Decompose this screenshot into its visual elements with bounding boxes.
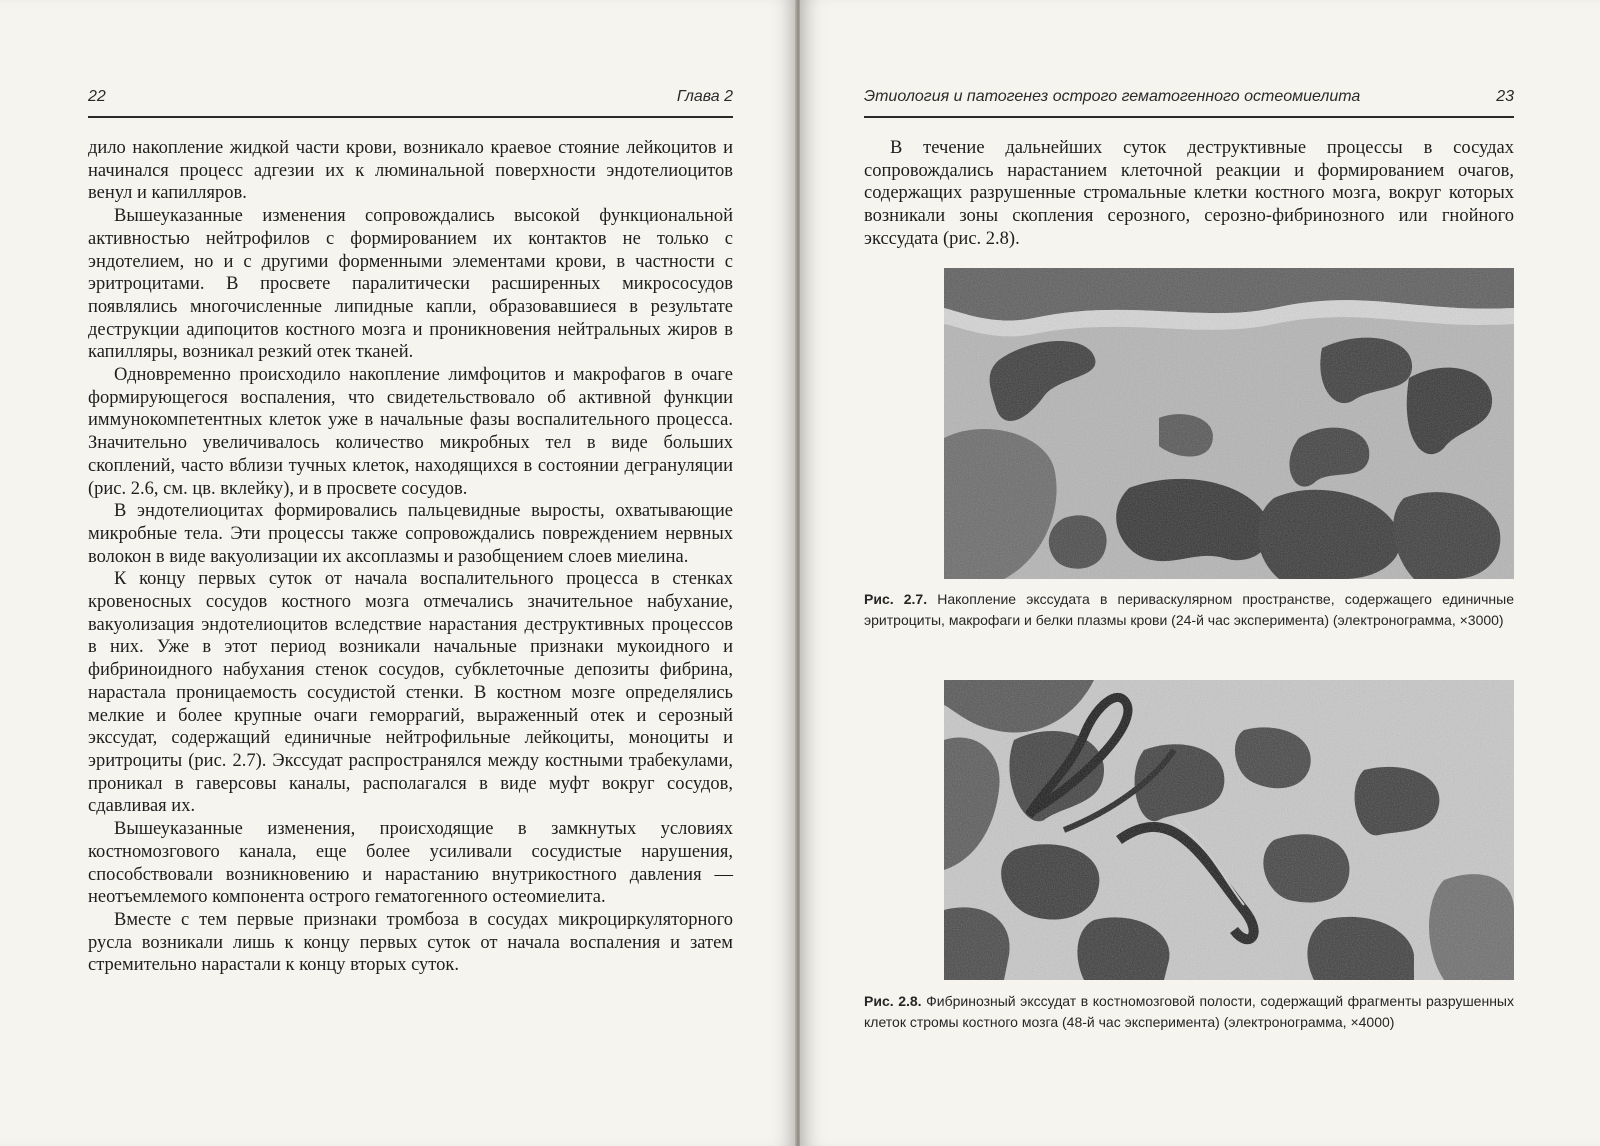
figure-label: Рис. 2.8. [864, 993, 922, 1009]
figure-caption-text: Фибринозный экссудат в костномозговой полости, содержащий фрагменты разрушенных клеток стромы костного мозга (48-й час эксперимента) (электронограмма, ×4000) [864, 993, 1514, 1030]
page-number-left: 22 [88, 88, 106, 105]
page-number-right: 23 [1496, 88, 1514, 105]
paragraph: Вышеуказанные изменения, происходящие в замкнутых условиях костномозгового канала, еще более усиливали сосудистые нарушения, способствовали возникновению и нарастанию внутрикостного давления — неотъемлемого компонента острого гематогенного остеомиелита. [88, 819, 733, 908]
figure-2-8-caption [864, 991, 1514, 1032]
right-header-rule [864, 116, 1514, 118]
left-page-header [88, 88, 733, 110]
paragraph: К концу первых суток от начала воспалительного процесса в стенках кровеносных сосудов костного мозга отмечались значительное набухание, вакуолизация эндотелиоцитов вследствие нарастания деструктивных процессов в них. Уже в этот период возникали начальные признаки мукоидного и фибриноидного набухания стенок сосудов, субклеточные депозиты фибрина, нарастала проницаемость сосудистой стенки. В костном мозге определялись мелкие и более крупные очаги геморрагий, выраженный отек и серозный экссудат, содержащий единичные нейтрофильные лейкоциты, моноциты и эритроциты (рис. 2.7). Экссудат распространялся между костными трабекулами, проникал в гаверсовы каналы, располагался в виде муфт вокруг сосудов, сдавливая их. [88, 569, 733, 817]
figure-2-7-micrograph [944, 268, 1514, 579]
paragraph: Одновременно происходило накопление лимфоцитов и макрофагов в очаге формирующегося воспаления, что свидетельствовало об активной функции иммунокомпетентных клеток уже в начальные фазы воспалительного процесса. Значительно увеличивалось количество микробных тел в виде больших скоплений, часто вблизи тучных клеток, находящихся в состоянии дегрануляции (рис. 2.6, см. цв. вклейку), и в просвете сосудов. [88, 365, 733, 499]
paragraph: Вышеуказанные изменения сопровождались высокой функциональной активностью нейтрофилов с формированием их контактов не только с эндотелием, но и с другими форменными элементами крови, в частности с эритроцитами. В просвете паралитически расширенных микрососудов появлялись многочисленные липидные капли, образовавшиеся в результате деструкции адипоцитов костного мозга и проникновения нейтральных жиров в капилляры, возникал резкий отек тканей. [88, 206, 733, 363]
left-page [0, 0, 796, 1146]
left-page-body [88, 137, 733, 977]
figure-2-7-caption [864, 589, 1514, 630]
paragraph: В эндотелиоцитах формировались пальцевидные выросты, охватывающие микробные тела. Эти процессы также сопровождались повреждением нервных волокон в виде вакуолизации их аксоплазмы и разобщением слоев миелина. [88, 501, 733, 567]
chapter-header: Глава 2 [676, 88, 733, 105]
left-header-rule [88, 116, 733, 118]
figure-label: Рис. 2.7. [864, 591, 928, 607]
figure-2-8-micrograph [944, 680, 1514, 980]
micrograph-image [944, 268, 1514, 579]
right-page-header [864, 88, 1514, 110]
right-page-body [864, 137, 1514, 251]
right-page [800, 0, 1600, 1146]
paragraph: В течение дальнейших суток деструктивные процессы в сосудах сопровождались нарастанием клеточной реакции и формированием очагов, содержащих разрушенные стромальные клетки костного мозга, вокруг которых возникали зоны скопления серозного, серозно-фибринозного или гнойного экссудата (рис. 2.8). [864, 138, 1514, 249]
micrograph-image [944, 680, 1514, 980]
figure-caption-text: Накопление экссудата в периваскулярном пространстве, содержащего единичные эритроциты, макрофаги и белки плазмы крови (24-й час эксперимента) (электронограмма, ×3000) [864, 591, 1514, 628]
paragraph: дило накопление жидкой части крови, возникало краевое стояние лейкоцитов и начинался процесс адгезии их к люминальной поверхности эндотелиоцитов венул и капилляров. [88, 138, 733, 204]
paragraph: Вместе с тем первые признаки тромбоза в сосудах микроциркуляторного русла возникали лишь к концу первых суток от начала воспаления и затем стремительно нарастали к концу вторых суток. [88, 909, 733, 976]
running-title: Этиология и патогенез острого гематогенного остеомиелита [864, 88, 1361, 105]
